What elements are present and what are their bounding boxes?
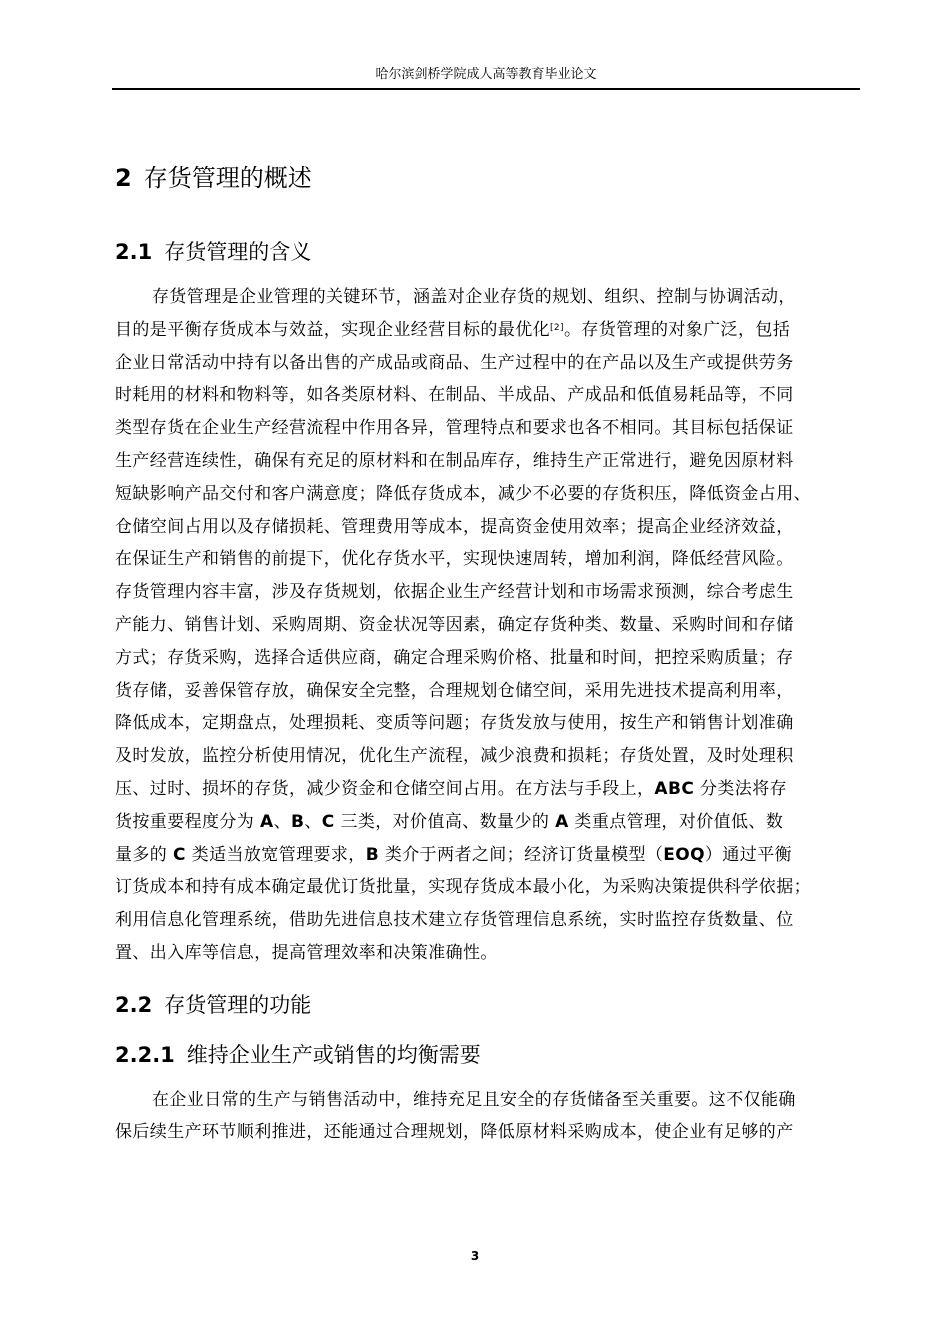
text-line: 短缺影响产品交付和客户满意度；降低存货成本，减少不必要的存货积压，降低资金占用、 [115, 483, 811, 504]
page-number: 3 [470, 1249, 480, 1263]
text-line: 方式；存货采购，选择合适供应商，确定合理采购价格、批量和时间，把控采购质量；存 [115, 647, 794, 668]
citation: [2] [550, 322, 564, 333]
section-number: 2.2.1 [115, 1043, 175, 1067]
section-title: 存货管理的含义 [164, 240, 312, 264]
text-line: 订货成本和持有成本确定最优订货批量，实现存货成本最小化，为采购决策提供科学依据； [115, 877, 811, 898]
text-line: 货存储，妥善保管存放，确保安全完整，合理规划仓储空间，采用先进技术提高利用率， [115, 680, 794, 701]
text-line: 存货管理是企业管理的关键环节，涵盖对企业存货的规划、组织、控制与协调活动， [152, 287, 796, 307]
text-line: 置、出入库等信息，提高管理效率和决策准确性。 [115, 942, 498, 963]
text-line: 降低成本，定期盘点，处理损耗、变质等问题；存货发放与使用，按生产和销售计划准确 [115, 713, 794, 734]
text-line: 生产经营连续性，确保有充足的原材料和在制品库存，维持生产正常进行，避免因原材料 [115, 450, 794, 471]
text-line: 仓储空间占用以及存储损耗、管理费用等成本，提高资金使用效率；提高企业经济效益， [115, 516, 794, 537]
text-line: 利用信息化管理系统，借助先进信息技术建立存货管理信息系统，实时监控存货数量、位 [115, 910, 794, 931]
paragraph-balance-needs [115, 1084, 857, 1148]
section-number: 2 [115, 164, 132, 192]
text-line: 保后续生产环节顺利推进，还能通过合理规划，降低原材料采购成本，使企业有足够的产 [115, 1122, 794, 1142]
text-line: 在企业日常的生产与销售活动中，维持充足且安全的存货储备至关重要。这不仅能确 [152, 1090, 796, 1110]
text-line: 压、过时、损坏的存货，减少资金和仓储空间占用。在方法与手段上，ABC 分类法将存 [115, 778, 788, 799]
section-heading-2 [115, 162, 312, 194]
section-title: 维持企业生产或销售的均衡需要 [186, 1043, 481, 1067]
text-line: 产能力、销售计划、采购周期、资金状况等因素，确定存货种类、数量、采购时间和存储 [115, 614, 794, 635]
section-heading-2-1 [115, 238, 311, 266]
text-line: 目的是平衡存货成本与效益，实现企业经营目标的最优化[2]。存货管理的对象广泛，包括 [115, 319, 791, 340]
section-number: 2.2 [115, 993, 153, 1017]
header-divider [112, 88, 860, 90]
section-heading-2-2-1 [115, 1041, 481, 1069]
text-line: 类型存货在企业生产经营流程中作用各异，管理特点和要求也各不相同。其目标包括保证 [115, 418, 794, 439]
text-line: 及时发放，监控分析使用情况，优化生产流程，减少浪费和损耗；存货处置，及时处理积 [115, 746, 794, 767]
text-line: 时耗用的材料和物料等，如各类原材料、在制品、半成品、产成品和低值易耗品等，不同 [115, 385, 794, 406]
text-line: 在保证生产和销售的前提下，优化存货水平，实现快速周转，增加利润，降低经营风险。 [115, 549, 794, 570]
paragraph-definition [115, 281, 857, 970]
section-heading-2-2 [115, 991, 311, 1019]
text-line: 量多的 C 类适当放宽管理要求，B 类介于两者之间；经济订货量模型（EOQ）通过平衡 [115, 844, 792, 865]
running-header: 哈尔滨剑桥学院成人高等教育毕业论文 [375, 67, 597, 82]
text-line: 存货管理内容丰富，涉及存货规划，依据企业生产经营计划和市场需求预测，综合考虑生 [115, 582, 794, 603]
text-line: 货按重要程度分为 A、B、C 三类，对价值高、数量少的 A 类重点管理，对价值低、数 [115, 811, 784, 832]
section-title: 存货管理的功能 [164, 993, 312, 1017]
section-number: 2.1 [115, 240, 153, 264]
text-line: 企业日常活动中持有以备出售的产成品或商品、生产过程中的在产品以及生产或提供劳务 [115, 352, 794, 373]
section-title: 存货管理的概述 [143, 164, 312, 192]
